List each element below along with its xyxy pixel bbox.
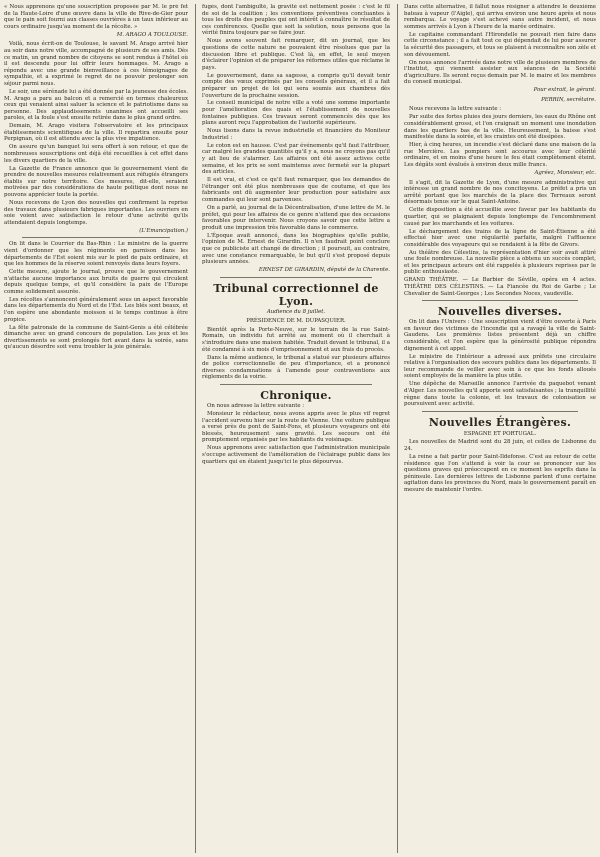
divider <box>220 277 372 278</box>
section-heading-tribunal: Tribunal correctionnel de Lyon. <box>213 281 379 308</box>
paragraph: On nous annonce l'arrivée dans notre ville de plusieurs membres de l'Institut, qui viennent assister aux séances de la Société d'agriculture. Ils seront reçus demain par M. le maire et les membres du conseil municipal. <box>404 59 596 86</box>
column-middle <box>202 4 390 853</box>
section-heading-chronique: Chronique. <box>260 389 332 402</box>
signature: Pour extrait, le gérant. <box>533 87 596 94</box>
section-header: M. ARAGO A TOULOUSE. <box>116 31 188 38</box>
paragraph: Hier, à cinq heures, un incendie s'est déclaré dans une maison de la rue Mercière. Les pompiers sont accourus avec leur célérité ordinaire, et en moins d'une heure le feu était complètement éteint. Les dégâts sont évalués à environ deux mille francs. <box>404 142 596 169</box>
paragraph: Le capitaine commandant l'Hirondelle ne pouvait rien faire dans cette circonstance ; il a fait tout ce qui dépendait de lui pour assurer la sécurité des passagers, et tous se plaisent à reconnaître son zèle et son dévouement. <box>404 31 596 58</box>
paragraph: fugés, dont l'ambiguïté, la gravité est nettement posée : c'est le fil de soi de la coalition ; les conventions préventives concluantes à tous les droits des peuples qui ont intérêt à connaître le résultat de ces conférences. Quelle que soit la solution, nous pensons que la vérité finira toujours par se faire jour. <box>202 4 390 37</box>
paragraph: Le conseil municipal de notre ville a voté une somme importante pour l'amélioration des quais et l'établissement de nouvelles fontaines publiques. Ces travaux seront commencés dès que les plans auront reçu l'approbation de l'autorité supérieure. <box>202 100 390 127</box>
section-heading-nouvelles-diverses: Nouvelles diverses. <box>437 305 563 319</box>
paragraph: Le déchargement des trains de la ligne de Saint-Étienne a été effectué hier avec une régularité parfaite, malgré l'affluence considérable des voyageurs qui se rendaient à la fête de Givors. <box>404 228 596 248</box>
presidency-line: PRÉSIDENCE DE M. DUPASQUIER. <box>246 318 346 325</box>
paragraph: La Gazette de France annonce que le gouvernement vient de prendre de nouvelles mesures relativement aux réfugiés étrangers établis sur notre territoire. Ces mesures, dit-elle, seraient motivées par des considérations de haute politique dont nous ne pouvons apprécier toute la portée. <box>4 165 188 198</box>
paragraph: Le gouvernement, dans sa sagesse, a compris qu'il devait tenir compte des vœux exprimés par les conseils généraux, et il a fait préparer un projet de loi qui sera soumis aux chambres dès l'ouverture de la prochaine session. <box>202 72 390 99</box>
country-subheading: ESPAGNE ET PORTUGAL. <box>463 430 537 437</box>
paragraph: Le ministre de l'intérieur a adressé aux préfets une circulaire relative à l'organisation des secours publics dans les départements. Il leur recommande de veiller avec soin à ce que les fonds alloués soient employés de la manière la plus utile. <box>404 353 596 380</box>
section-heading-nouvelles-etrangeres: Nouvelles Étrangères. <box>428 415 572 429</box>
divider <box>422 411 578 412</box>
paragraph: Une dépêche de Marseille annonce l'arrivée du paquebot venant d'Alger. Les nouvelles qu'il apporte sont satisfaisantes ; la tranquillité règne dans toute la colonie, et les travaux de colonisation se poursuivent avec activité. <box>404 381 596 408</box>
paragraph: Nous recevons la lettre suivante : <box>409 106 502 113</box>
intro-paragraph: « Nous apprenons qu'une souscription proposée par M. le pré fet de la Haute-Loire d'une œuvre dans la ville de Rive-de-Gier pour que le pain soit fourni aux classes ouvrières à un taux inférieur au cours ordinaire jusqu'au moment de la récolte. » <box>4 4 188 30</box>
column-rule <box>397 4 398 853</box>
paragraph: Cette disposition a été accueillie avec faveur par les habitants du quartier, qui se plaignaient depuis longtemps de l'encombrement causé par les marchands et les voitures. <box>404 207 596 227</box>
paragraph: Voilà, nous écrit-on de Toulouse, le savant M. Arago arrivé hier au soir dans notre ville, accompagné de plusieurs de ses amis. Dès ce matin, un grand nombre de citoyens se sont rendus à l'hôtel où il est descendu pour lui offrir leurs hommages. M. Arago a répondu avec une grande bienveillance à ces témoignages de sympathie, et a exprimé le regret de ne pouvoir prolonger son séjour parmi nous. <box>4 41 188 87</box>
paragraph: Par suite des fortes pluies des jours derniers, les eaux du Rhône ont considérablement grossi, et l'on craignait un moment une inondation dans les quartiers bas de la ville. Heureusement, la baisse s'est manifestée dans la soirée, et les craintes ont été dissipées. <box>404 114 596 141</box>
divider <box>220 384 372 385</box>
paragraph: On lit dans l'Univers : Une souscription vient d'être ouverte à Paris en faveur des victimes de l'incendie qui a ravagé la ville de Saint-Gaudens. Les premières listes présentent déjà un chiffre considérable, et l'on espère que la générosité publique répondra dignement à cet appel. <box>404 319 596 352</box>
paragraph: Il est vrai, et c'est ce qu'il faut remarquer, que les demandes de l'étranger ont été plus nombreuses que de coutume, et que les fabricants ont dû augmenter leur production pour satisfaire aux commandes qui leur sont parvenues. <box>202 177 390 203</box>
paragraph: Le soir, une sérénade lui a été donnée par la jeunesse des écoles. M. Arago a paru au balcon et a remercié en termes chaleureux ceux qui venaient ainsi saluer la science et le patriotisme dans sa personne. Des applaudissements unanimes ont accueilli ses paroles, et la foule s'est ensuite retirée dans le plus grand ordre. <box>4 88 188 122</box>
paragraph: L'Époque avait annoncé, dans les biographies qu'elle publie, l'opinion de M. Ernest de Girardin. Il n'en faudrait point conclure que ce publiciste ait changé de direction ; il poursuit, au contraire, avec une constance remarquable, le but qu'il s'est proposé depuis plusieurs années. <box>202 232 390 266</box>
paragraph: Cette mesure, ajoute le journal, prouve que le gouvernement n'attache aucune importance aux bruits de guerre qui circulent depuis quelque temps, et qu'il considère la paix de l'Europe comme solidement assurée. <box>4 269 188 295</box>
signature: ERNEST DE GIRARDIN, député de la Charente. <box>258 267 390 274</box>
paragraph: On assure qu'un banquet lui sera offert à son retour, et que de nombreuses souscriptions ont déjà été recueillies à cet effet dans les divers quartiers de la ville. <box>4 144 188 164</box>
paragraph: Nous apprenons avec satisfaction que l'administration municipale s'occupe activement de l'amélioration de l'éclairage public dans les quartiers qui en étaient jusqu'ici le plus dépourvus. <box>202 445 390 465</box>
paragraph: On nous adresse la lettre suivante : <box>207 403 305 409</box>
paragraph: Les nouvelles de Madrid sont du 28 juin, et celles de Lisbonne du 24. <box>404 439 596 452</box>
column-right <box>404 4 596 853</box>
paragraph: Dans la même audience, le tribunal a statué sur plusieurs affaires de police correctionnelle de peu d'importance, et a prononcé diverses condamnations à l'amende pour contraventions aux règlements de la voirie. <box>202 354 390 381</box>
section-intro: Nous lisons dans la revue industrielle et financière du Moniteur Industriel : <box>202 128 390 141</box>
divider <box>22 237 170 238</box>
paragraph: Monsieur le rédacteur, nous avons appris avec le plus vif regret l'accident survenu hier sur la route de Vienne. Une voiture publique a versé près du pont de Saint-Fons, et plusieurs voyageurs ont été blessés, heureusement sans gravité. Les secours ont été promptement organisés par les habitants du voisinage. <box>202 410 390 444</box>
source-attribution: (L'Emancipation.) <box>139 227 188 234</box>
paragraph: Nous avons souvent fait remarquer, dit un journal, que les questions de cette nature ne pouvaient être résolues que par la discussion libre et publique. C'est là, en effet, le seul moyen d'éclairer l'opinion et de préparer les réformes utiles que réclame le pays. <box>202 38 390 71</box>
theatre-listing: GRAND THÉÂTRE. — Le Barbier de Séville, opéra en 4 actes. THÉÂTRE DES CÉLESTINS. — La Fiancée du Roi de Garbe ; Le Chevalier de Saint-Georges ; Les Secondes Noces, vaudeville. <box>404 277 596 297</box>
paragraph: Bientôt après la Porte-Neuve, sur le terrain de la rue Saint-Romain, un individu fut arrêté au moment où il cherchait à s'introduire dans une maison habitée. Traduit devant le tribunal, il a été condamné à six mois d'emprisonnement et aux frais du procès. <box>202 326 390 353</box>
paragraph: La fête patronale de la commune de Saint-Genis a été célébrée dimanche avec un grand concours de population. Les jeux et les divertissements se sont prolongés fort avant dans la soirée, sans qu'aucun désordre soit venu troubler la joie générale. <box>4 324 188 351</box>
paragraph: On a parlé, au journal de la Décentralisation, d'une lettre de M. le préfet, qui pour les affaires de ce genre n'attend que des occasions favorables pour intervenir. Nous croyons savoir que cette lettre a produit une impression très favorable dans le commerce. <box>202 204 390 231</box>
column-left <box>4 4 188 853</box>
paragraph: Il s'agit, dit la Gazette de Lyon, d'une mesure administrative qui intéresse un grand nombre de nos concitoyens. Le préfet a pris un arrêté portant que les marchés de la place des Terreaux seront désormais tenus sur le quai Saint-Antoine. <box>404 179 596 206</box>
paragraph: On lit dans le Courrier du Bas-Rhin : Le ministre de la guerre vient d'ordonner que les régiments en garnison dans les départements de l'Est soient mis sur le pied de paix ordinaire, et que les hommes de la réserve soient renvoyés dans leurs foyers. <box>4 241 188 268</box>
signature: PERRIN, secrétaire. <box>541 96 596 103</box>
paragraph: Demain, M. Arago visitera l'observatoire et les principaux établissements scientifiques de la ville. Il repartira ensuite pour Perpignan, où il est attendu avec la plus vive impatience. <box>4 123 188 143</box>
paragraph: La reine a fait partir pour Saint-Ildefonse. C'est au retour de cette résidence que l'on s'attend à voir la cour se prononcer sur les questions graves qui préoccupent en ce moment les esprits dans la péninsule. Les dernières lettres de Lisbonne parlent d'une certaine agitation dans les provinces du Nord, mais le gouvernement paraît en mesure de maintenir l'ordre. <box>404 453 596 493</box>
divider <box>422 300 578 301</box>
paragraph: Les récoltes s'annoncent généralement sous un aspect favorable dans les départements du Nord et de l'Est. Les blés sont beaux, et l'on espère une abondante moisson si le temps continue à être propice. <box>4 296 188 323</box>
paragraph: Le coton est en hausse. C'est par événements qu'il faut l'attribuer, car malgré les grandes quantités qu'il y a, nous ne croyons pas qu'il y ait lieu de s'alarmer. Les affaires ont été assez actives cette semaine, et les prix se sont maintenus avec fermeté sur la plupart des articles. <box>202 142 390 176</box>
column-rule <box>195 4 196 853</box>
section-subheading: Audience du 8 juillet. <box>266 308 326 315</box>
paragraph: Dans cette alternative, il fallut nous résigner à attendre le deuxième bateau à vapeur (l'Aigle), qui arriva environ une heure après et nous rembarqua. Le voyage s'est achevé sans autre incident, et nous sommes arrivés à Lyon à l'heure de la marée ordinaire. <box>404 4 596 30</box>
paragraph: Au théâtre des Célestins, la représentation d'hier soir avait attiré une foule nombreuse. La nouvelle pièce a obtenu un succès complet, et les principaux acteurs ont été rappelés à plusieurs reprises par le public enthousiaste. <box>404 249 596 276</box>
paragraph: Nous recevons de Lyon des nouvelles qui confirment la reprise des travaux dans plusieurs fabriques importantes. Les ouvriers en soie voient avec satisfaction le retour d'une activité qu'ils attendaient depuis longtemps. <box>4 199 188 226</box>
signature: Agréez, Monsieur, etc. <box>534 170 596 176</box>
